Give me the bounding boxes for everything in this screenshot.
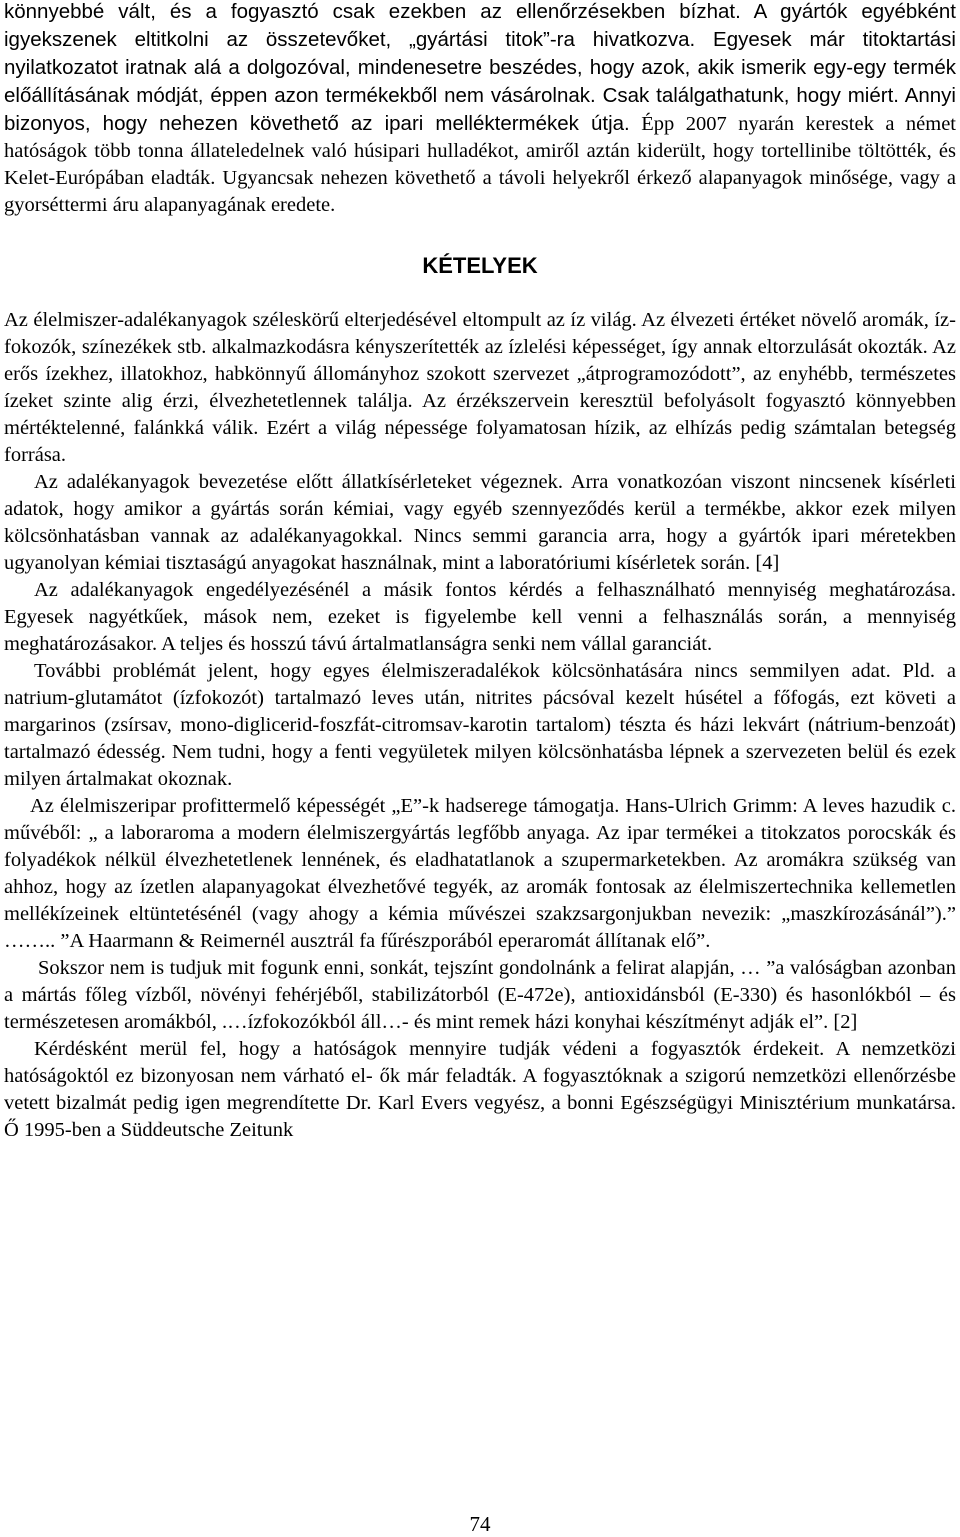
- paragraph-4: További problémát jelent, hogy egyes élelmiszeradalékok kölcsönhatására nincs semmilyen adat. Pld. a natrium-glutamátot (ízfokozót) tartalmazó leves után, nitrites pácsóval kezelt húsétel a főfogás, ezt követi a margarinos (zsírsav, mono-diglicerid-foszfát-citromsav-karotin tartalom) tészta és házi lekvárt (nátrium-benzoát) tartalmazó édesség. Nem tudni, hogy a fenti vegyületek milyen kölcsönhatásba lépnek a szervezeten belül és ezek milyen ártalmakat okoznak.: [4, 660, 956, 790]
- paragraph-5: Az élelmiszeripar profittermelő képességét „E”-k hadserege támogatja. Hans-Ulrich Grimm: A leves hazudik c. művéből: „ a laboraroma a modern élelmiszergyártás legfőbb anyaga. Az ipar termékei a titokzatos porocskák és folyadékok nélkül élvezhetetlenek lennének, és eladhatatlanok a szupermarketekben. Az aromákra szükség van ahhoz, hogy az ízetlen alapanyagokat élvezhetővé tegyék, az aromák fontosak az élelmiszertechnika kellemetlen mellékízeinek eltüntetésénél (vagy ahogy a kémia művészei szakzsargonjukban nevezik: „maszkírozásánál”).” …….. ”A Haarmann & Reimernél ausztrál fa fűrészporából eperaromát állítanak elő”.: [4, 795, 956, 952]
- intro-paragraph: [4, 0, 956, 219]
- paragraph-2: Az adalékanyagok bevezetése előtt állatkísérleteket végeznek. Arra vonatkozóan viszont nincsenek kísérleti adatok, hogy amikor a gyártás során kémiai, vagy egyéb szennyeződés kerül a termékbe, akkor ezek milyen kölcsönhatásban vannak az adalékanyagokkal. Nincs semmi garancia arra, hogy a gyártók ipari méretekben ugyanolyan kémiai tisztaságú anyagokat használnak, mint a laboratóriumi kísérletek során. [4]: [4, 471, 956, 574]
- page-number: 74: [469, 1512, 491, 1536]
- intro-text-serif: Épp 2007 nyarán kerestek a német hatóságok több tonna állateledelnek való húsipari hulladékot, amiről aztán kiderült, hogy tortellinibe töltötték, és Kelet-Európában eladták. Ugyancsak nehezen követhető a távoli helyekről érkező alapanyagok minősége, vagy a gyorséttermi áru alapanyagának eredete.: [4, 113, 956, 216]
- paragraph-1: Az élelmiszer-adalékanyagok széleskörű elterjedésével eltompult az íz világ. Az élvezeti értéket növelő aromák, íz-fokozók, színezékek stb. alkalmazkodásra kényszerítették az ízlelési képességet, így annak eltorzulását okozták. Az erős ízekhez, illatokhoz, habkönnyű állományhoz szokott szervezet „átprogramozódott”, az enyhébb, természetes ízeket szinte alig érzi, élvezhetetlennek találja. Az érzékszervein keresztül befolyásolt fogyasztó könnyebben mértéktelenné, falánkká válik. Ezért a világ népessége folyamatosan hízik, az elhízás pedig számtalan betegség forrása.: [4, 309, 956, 466]
- intro-text-sans: könnyebbé vált, és a fogyasztó csak ezekben az ellenőrzésekben bízhat. A gyártók egyébként igyekszenek eltitkolni az összetevőket, „gyártási titok”-ra hivatkozva. Egyesek már titoktartási nyilatkozatot iratnak alá a dolgozóval, mindenesetre beszédes, hogy azok, akik ismerik egy-egy termék előállításának módját, éppen azon termékekből nem vásárolnak. Csak találgathatunk, hogy miért. Annyi bizonyos, hogy nehezen követhető az ipari melléktermékek útja.: [4, 0, 956, 135]
- paragraph-6: Sokszor nem is tudjuk mit fogunk enni, sonkát, tejszínt gondolnánk a felirat alapján, … ”a valóságban azonban a mártás főleg vízből, növényi fehérjéből, stabilizátorból (E-472e), antioxidánsból (E-330) és hasonlókból – és természetesen aromákból, .…ízfokozókból áll…- és mint remek házi konyhai készítményt adják el”. [2]: [4, 957, 956, 1033]
- paragraph-7: Kérdésként merül fel, hogy a hatóságok mennyire tudják védeni a fogyasztók érdekeit. A nemzetközi hatóságoktól ez bizonyosan nem várható el- ők már feladták. A fogyasztóknak a szigorú nemzetközi ellenőrzésbe vetett bizalmát pedig igen megrendítette Dr. Karl Evers vegyész, a bonni Egészségügyi Minisztérium munkatársa. Ő 1995-ben a Süddeutsche Zeitunk: [4, 1038, 956, 1141]
- document-page: [4, 0, 956, 1144]
- section-heading: KÉTELYEK: [422, 253, 538, 278]
- paragraph-3: Az adalékanyagok engedélyezésénél a másik fontos kérdés a felhasználható mennyiség meghatározása. Egyesek nagyétkűek, mások nem, ezeket is figyelembe kell venni a felhasználás során, a mennyiség meghatározásakor. A teljes és hosszú távú ártalmatlanságra senki nem vállal garanciát.: [4, 579, 956, 655]
